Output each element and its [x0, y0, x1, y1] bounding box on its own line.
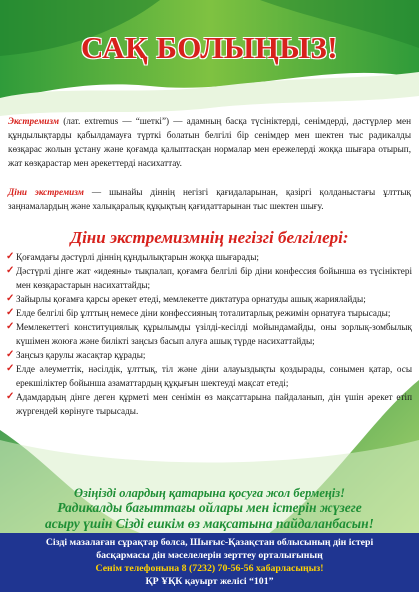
- slogan-line-2: Радикалды бағыттағы ойлары мен істерін жүзеге: [57, 500, 362, 515]
- list-item: ✓ Қоғамдағы дәстүрлі діннің құндылықтарын жоққа шығарады;: [6, 251, 259, 262]
- list-item: ✓ Заңсыз қарулы жасақтар құрады;: [6, 349, 146, 360]
- footer-line-1: Сізді мазалаған сұрақтар болса, Шығыс-Қазақстан облысының дін істері: [45, 537, 374, 548]
- signs-heading: Діни экстремизмнің негізгі белгілері:: [70, 228, 349, 247]
- definition-religious-extremism-text: — шынайы діннің негізгі қағидаларынан, қазіргі қолданыстағы ұлттық заңнамалардың және халықаралық құқықтың қағидаттарынан тыс шектен шығу.: [8, 187, 411, 211]
- list-item: ✓ Елде әлеуметтік, нәсілдік, ұлттық, тіл және діни алауыздықты қоздырады, сонымен қатар, осы ерекшіліктер бойынша азаматтардың құқығын шектеуді мақсат етеді;: [6, 363, 412, 388]
- checkmark-icon: ✓: [6, 349, 15, 360]
- checkmark-icon: ✓: [6, 251, 15, 262]
- footer-hotline: Сенім телефонына 8 (7232) 70-56-56 хабарласыңыз!: [95, 563, 324, 574]
- checkmark-icon: ✓: [6, 293, 15, 304]
- term-extremism: Экстремизм: [8, 116, 60, 126]
- definition-extremism-text: (лат. extremus — “шеткі”) — адамның басқа түсініктерді, сенімдерді, дәстүрлер мен құндылықтарды қабылдамауға түрткі болатын белгілі бір сенімдер мен шектен тыс радикалды көзқарас жолын ұстану және қоғамда қалыптасқан нормалар мен ережелерді жоққа шығара отырып, жат көзқарастар мен әрекеттерді насихаттау.: [8, 116, 411, 168]
- signs-list: [6, 250, 412, 418]
- checkmark-icon: ✓: [6, 391, 15, 402]
- poster-title: САҚ БОЛЫҢЫЗ!: [80, 30, 339, 65]
- definition-religious-extremism: [8, 185, 411, 213]
- checkmark-icon: ✓: [6, 321, 15, 332]
- slogan-line-3: асыру үшін Сізді ешкім өз мақсатына пайдаланбасын!: [45, 516, 374, 531]
- checkmark-icon: ✓: [6, 265, 15, 276]
- list-item: ✓ Мемлекеттегі конституциялық құрылымды үзілді-кесілді мойындамайды, оны зорлық-зомбылық күшімен жоюға және билікті заңсыз басып алуға ашық түрде насихаттайды;: [6, 321, 412, 346]
- checkmark-icon: ✓: [6, 307, 15, 318]
- list-item: ✓ Адамдардың дінге деген құрметі мен сенімін өз мақсаттарына пайдаланып, дін үшін әрекет етіп жүргендей көрінуге тырысады.: [6, 391, 412, 416]
- definition-extremism: [8, 114, 411, 170]
- list-item: ✓ Елде белгілі бір ұлттың немесе діни конфессияның тоталитарлық режимін орнатуға тырысады;: [6, 307, 391, 318]
- footer-line-2: басқармасы дін мәселелерін зерттеу орталығының: [96, 550, 323, 561]
- checkmark-icon: ✓: [6, 363, 15, 374]
- footer-line-4: ҚР ҰҚК қауырт желісі “101”: [145, 576, 274, 587]
- term-religious-extremism: Діни экстремизм: [8, 187, 84, 197]
- list-item: ✓ Дәстүрлі дінге жат «идеяны» тықпалап, қоғамға белгілі бір діни конфессия бойынша өз түсініктері мен көзқарастарын насихаттайды;: [6, 265, 412, 290]
- slogan-warning: Өзіңізді олардың қатарына қосуға жол бермеңіз!: [73, 486, 346, 500]
- list-item: ✓ Зайырлы қоғамға қарсы әрекет етеді, мемлекетте диктатура орнатуды ашық жариялайды;: [6, 293, 366, 304]
